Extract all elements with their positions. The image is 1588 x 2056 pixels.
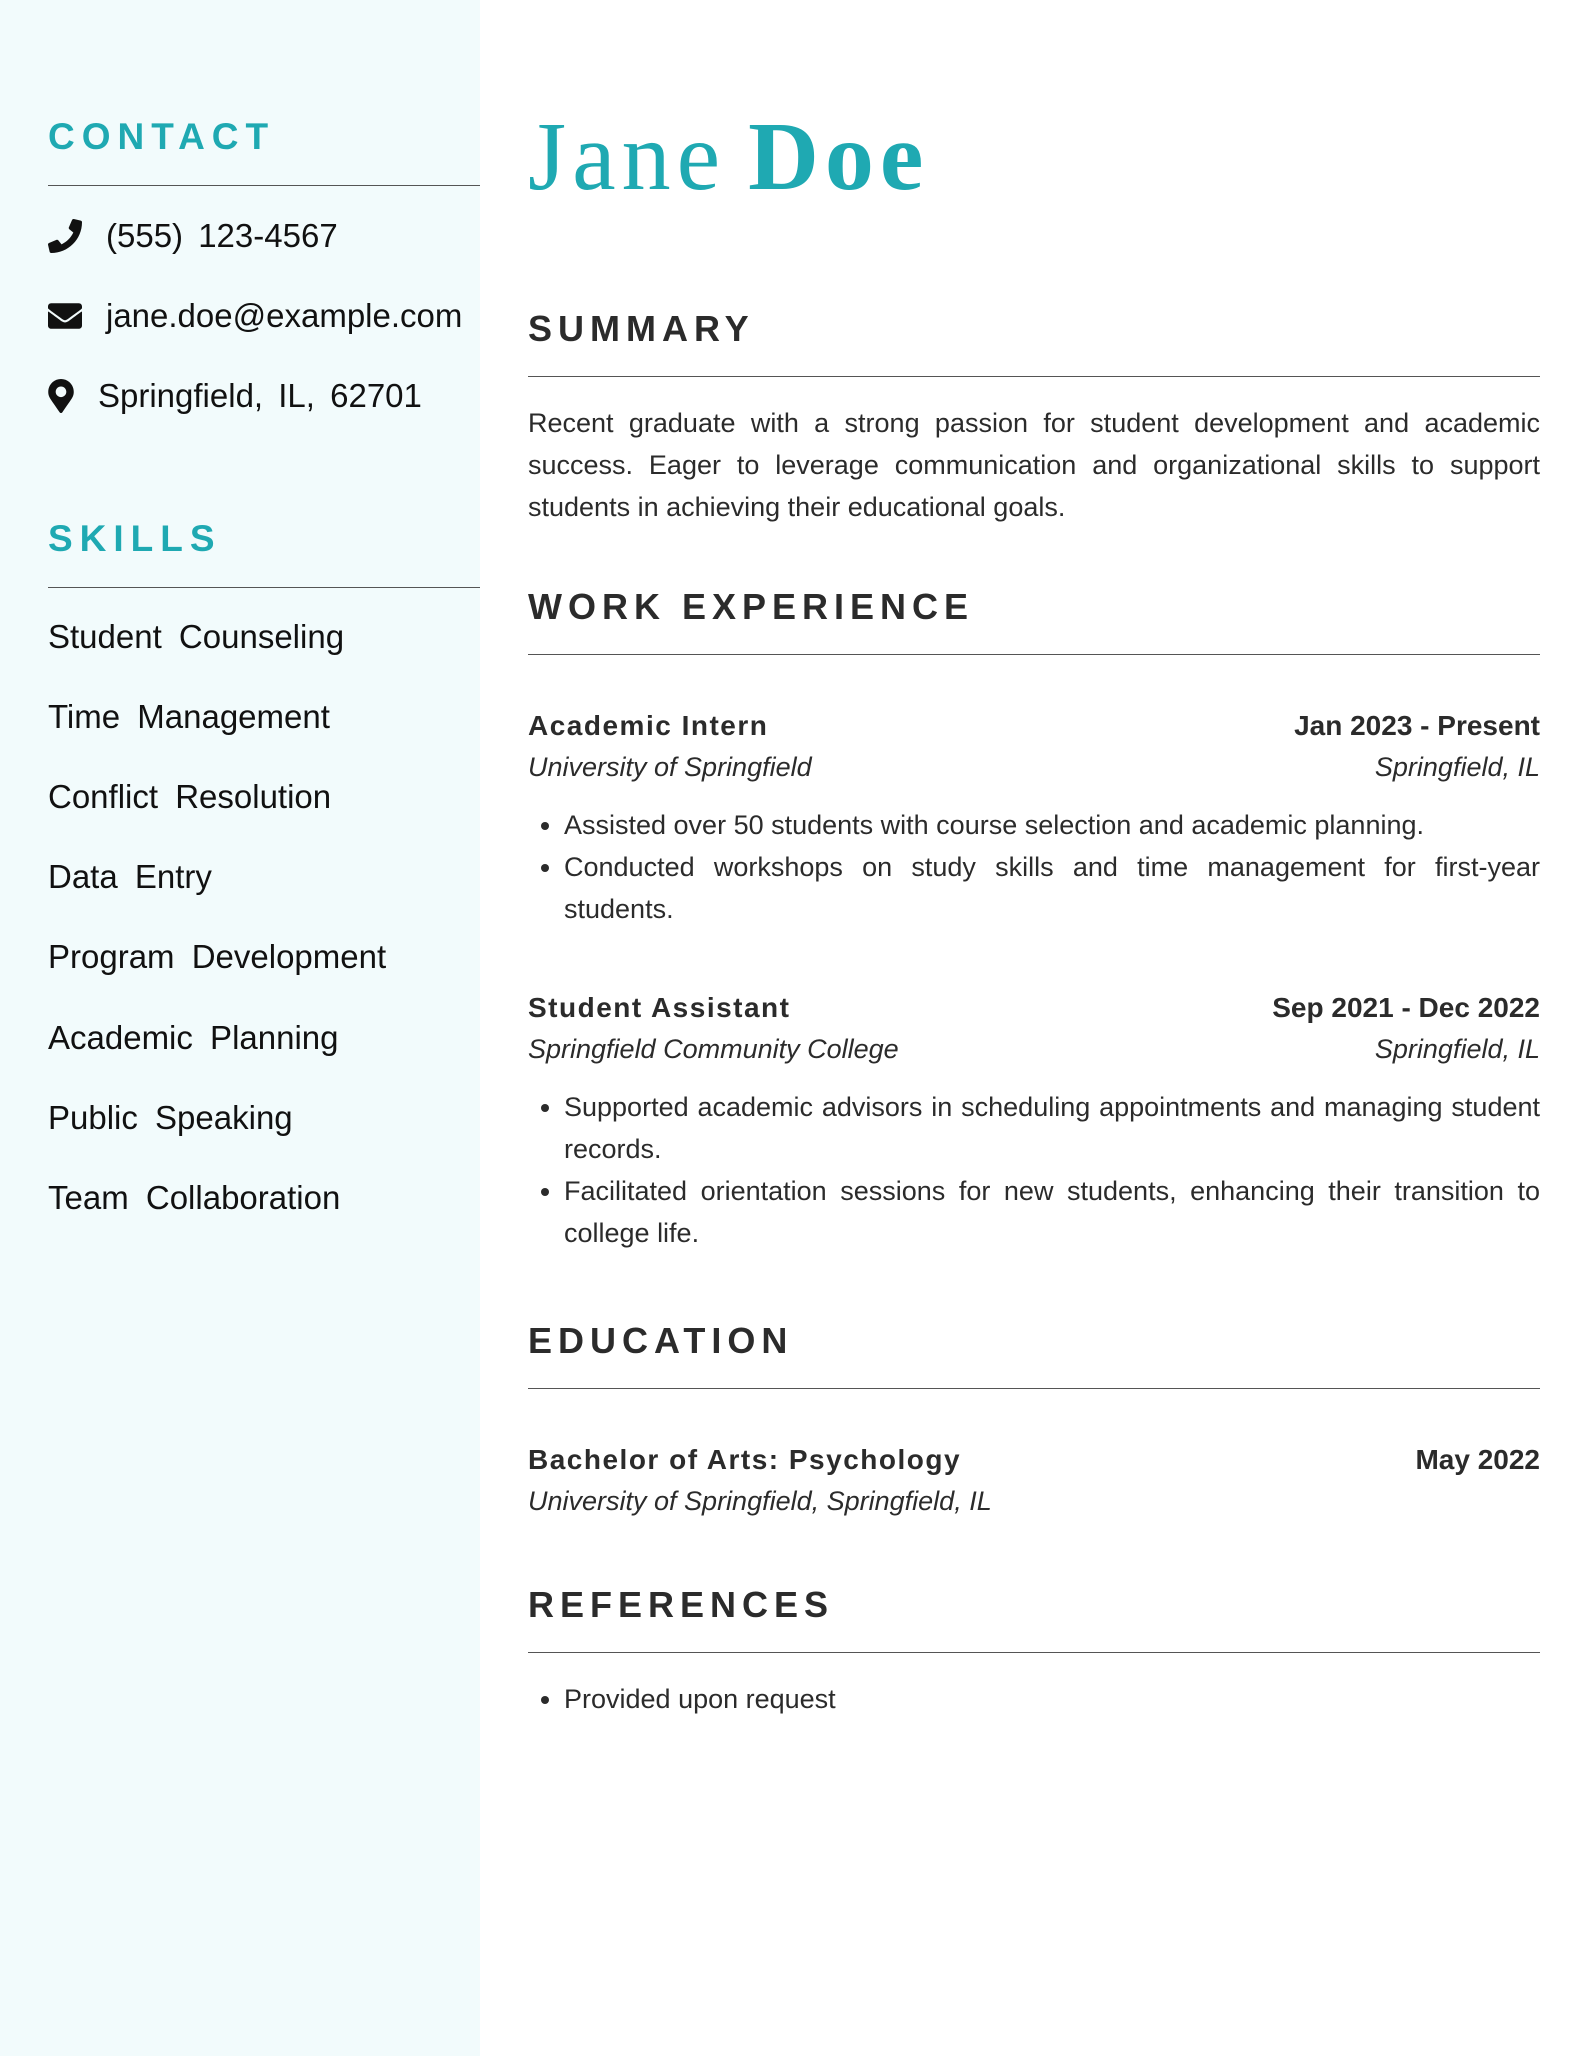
job-bullets xyxy=(528,804,1540,930)
main-content xyxy=(528,0,1540,2056)
references-divider xyxy=(528,1652,1540,1653)
phone-icon xyxy=(48,219,82,253)
education-header xyxy=(528,1444,1540,1476)
skill-item: Student Counseling xyxy=(48,618,345,655)
envelope-icon xyxy=(48,299,82,333)
contact-divider xyxy=(48,185,480,186)
last-name: Doe xyxy=(748,103,930,211)
summary-heading: SUMMARY xyxy=(528,308,755,349)
job-organization: University of Springfield xyxy=(528,752,812,782)
location-text: Springfield, IL, 62701 xyxy=(98,377,422,414)
list-item: • Provided upon request xyxy=(564,1678,1540,1720)
map-pin-icon xyxy=(48,379,74,413)
contact-email[interactable] xyxy=(48,296,462,336)
job-header xyxy=(528,992,1540,1024)
summary-divider xyxy=(528,376,1540,377)
skill-item: Data Entry xyxy=(48,858,212,895)
list-item: • Conducted workshops on study skills and time management for first-year students. xyxy=(564,846,1540,930)
school-name: University of Springfield, Springfield, IL xyxy=(528,1486,992,1516)
job-header xyxy=(528,710,1540,742)
skill-item: Public Speaking xyxy=(48,1099,293,1136)
work-divider xyxy=(528,654,1540,655)
summary-text: Recent graduate with a strong passion for student development and academic success. Eager to leverage communication and organizational skills to support students in achieving their educational goals. xyxy=(528,408,1540,522)
skill-item: Time Management xyxy=(48,698,330,735)
contact-phone[interactable] xyxy=(48,216,338,256)
skill-item: Conflict Resolution xyxy=(48,778,332,815)
email-address: jane.doe@example.com xyxy=(106,297,463,334)
phone-number: (555) 123-4567 xyxy=(106,217,338,254)
skills-heading: SKILLS xyxy=(48,518,222,559)
first-name: Jane xyxy=(528,103,727,211)
job-dates: Sep 2021 - Dec 2022 xyxy=(1272,992,1540,1023)
skills-divider xyxy=(48,587,480,588)
list-item: • Supported academic advisors in scheduling appointments and managing student records. xyxy=(564,1086,1540,1170)
job-organization: Springfield Community College xyxy=(528,1034,899,1064)
job-title: Academic Intern xyxy=(528,710,769,741)
sidebar xyxy=(0,0,480,2056)
skill-item: Program Development xyxy=(48,938,387,975)
job-location: Springfield, IL xyxy=(1374,752,1540,782)
job-bullets xyxy=(528,1086,1540,1254)
references-list xyxy=(528,1678,1540,1720)
job-title: Student Assistant xyxy=(528,992,791,1023)
contact-heading: CONTACT xyxy=(48,116,276,157)
full-name xyxy=(528,103,930,211)
references-heading: REFERENCES xyxy=(528,1584,835,1625)
education-divider xyxy=(528,1388,1540,1389)
degree-title: Bachelor of Arts: Psychology xyxy=(528,1444,962,1475)
job-location: Springfield, IL xyxy=(1374,1034,1540,1064)
job-org-row xyxy=(528,1034,1540,1065)
graduation-date: May 2022 xyxy=(1415,1444,1540,1475)
list-item: • Assisted over 50 students with course selection and academic planning. xyxy=(564,804,1540,846)
education-heading: EDUCATION xyxy=(528,1320,794,1361)
job-org-row xyxy=(528,752,1540,783)
contact-location xyxy=(48,376,422,416)
list-item: • Facilitated orientation sessions for new students, enhancing their transition to college life. xyxy=(564,1170,1540,1254)
skill-item: Team Collaboration xyxy=(48,1179,341,1216)
education-school-row xyxy=(528,1486,1540,1517)
job-dates: Jan 2023 - Present xyxy=(1294,710,1540,741)
work-heading: WORK EXPERIENCE xyxy=(528,586,975,627)
skill-item: Academic Planning xyxy=(48,1019,339,1056)
